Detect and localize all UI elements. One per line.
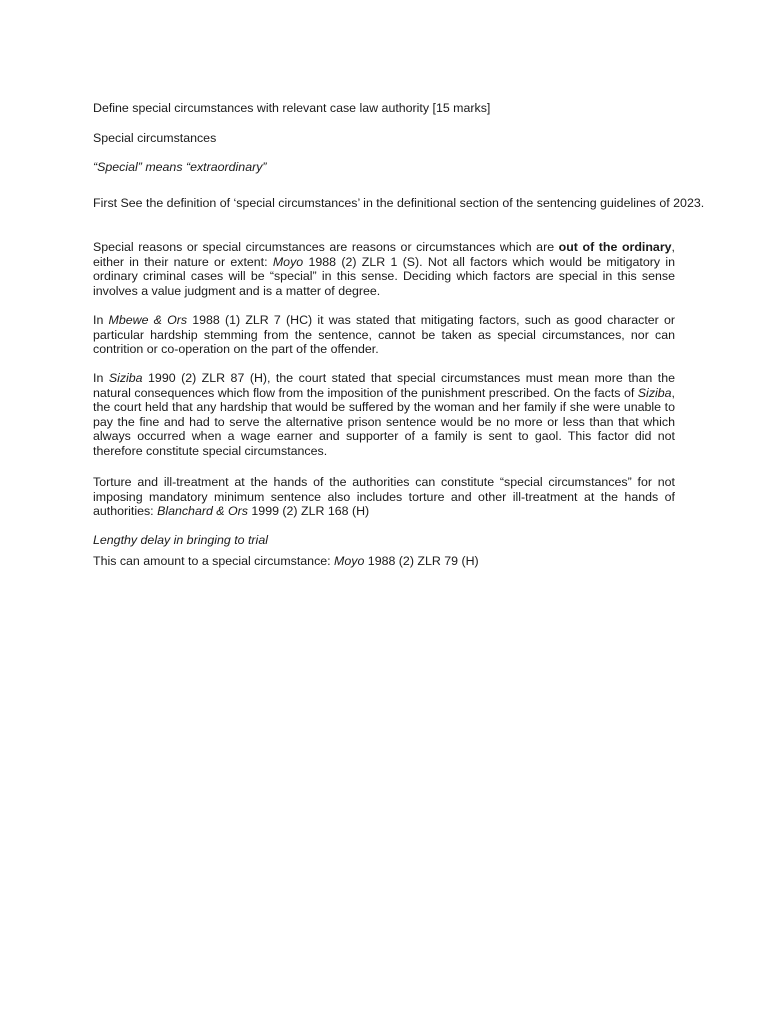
text-span: , the court held that any hardship that would be suffered by the woman and her family if she were unable to pay the fine and had to serve the alternative prison sentence would be no more or less than that which always occurred when a wage earner and supporter of a family is sent to gaol. This factor did not therefore constitute special circumstances. [93,385,675,458]
text-span: 1999 (2) ZLR 168 (H) [247,504,370,519]
case-name: Mbewe & Ors [108,313,188,327]
paragraph-mbewe [93,313,675,357]
case-name: Moyo [272,254,304,269]
paragraph-guidelines: First See the definition of ‘special circumstances’ in the definitional section of the sentencing guidelines of 2023. [93,196,705,210]
text-span: Torture and ill-treatment at the hands of the authorities can constitute “special circumstances” for not imposing mandatory minimum sentence also includes torture and other ill-treatment at the hands of authorities: [93,475,675,519]
text-span: 1988 (2) ZLR 1 (S). Not all factors which would be mitigatory in ordinary criminal cases will be “special” in this sense. Deciding which factors are special in this sense involves a value judgment and is a matter of degree. [93,254,675,298]
delay-subheading: Lengthy delay in bringing to trial [93,533,268,547]
case-name: Moyo [334,554,365,568]
paragraph-siziba [93,371,675,459]
question-line: Define special circumstances with relevant case law authority [15 marks] [93,101,491,115]
text-span: Special reasons or special circumstances are reasons or circumstances which are [93,240,559,254]
text-span: 1988 (1) ZLR 7 (HC) it was stated that mitigating factors, such as good character or particular hardship stemming from the sentence, cannot be taken as special circumstances, nor can contrition or co-operation on the part of the offender. [93,313,675,357]
case-name: Siziba [108,371,143,385]
text-span: 1990 (2) ZLR 87 (H), the court stated that special circumstances must mean more than the natural consequences which flow from the imposition of the punishment prescribed. On the facts of [93,371,675,400]
paragraph-torture [93,475,675,519]
paragraph-definition [93,240,675,298]
text-span: 1988 (2) ZLR 79 (H) [364,554,479,568]
section-subheading: “Special” means “extraordinary” [93,160,267,174]
paragraph-delay [93,554,479,569]
case-name: Siziba [637,385,672,400]
text-span: In [93,313,109,327]
text-span: In [93,371,109,385]
case-name: Blanchard & Ors [157,504,248,519]
text-span: , either in their nature or extent: [93,240,675,269]
section-heading: Special circumstances [93,131,217,145]
bold-text: out of the ordinary [558,240,672,254]
text-span: This can amount to a special circumstance: [93,554,335,568]
